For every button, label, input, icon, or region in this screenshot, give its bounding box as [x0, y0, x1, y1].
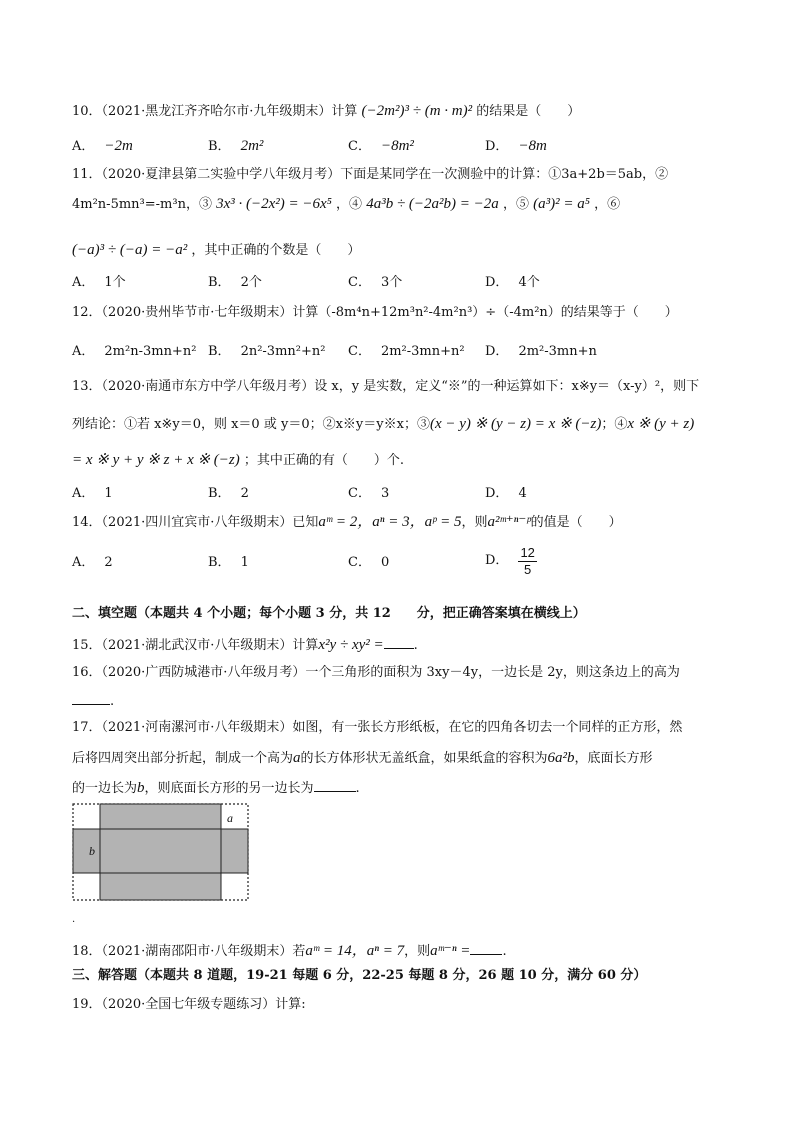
option-c: C． 2m²-3mn+n² — [348, 344, 465, 359]
option-b: B． 2个 — [208, 275, 262, 290]
question-13-line-2: 列结论：①若 x※y＝0，则 x＝0 或 y＝0；②x※y＝y※x；③(x − y) ※ (y − z) = x ※ (−z)；④x ※ (y + z) — [72, 416, 695, 432]
question-18: 18．（2021·湖南邵阳市·八年级期末）若aᵐ = 14，aⁿ = 7，则aᵐ⁻ⁿ = . — [72, 940, 507, 962]
answer-blank[interactable] — [314, 777, 356, 792]
fraction: $\frac{12}{5}$ — [520, 545, 535, 577]
label-a: a — [227, 811, 233, 825]
question-16-line-2: . — [72, 690, 114, 712]
question-11-expr-3: 3x³ · (−2x²) = −6x⁵ — [216, 196, 332, 212]
section-2-heading: 二、填空题（本题共 4 个小题；每个小题 3 分，共 12 分，把正确答案填在横线上） — [72, 606, 586, 621]
question-17-line-1: 17．（2021·河南漯河市·八年级期末）如图，有一张长方形纸板，在它的四角各切去一个同样的正方形，然 — [72, 720, 683, 735]
question-17-line-2: 后将四周突出部分折起，制成一个高为a的长方体形状无盖纸盒，如果纸盒的容积为6a²b，底面长方形 — [72, 750, 653, 766]
option-c: C． 0 — [348, 555, 390, 570]
section-3-heading: 三、解答题（本题共 8 道题，19-21 每题 6 分，22-25 每题 8 分，26 题 10 分，满分 60 分） — [72, 968, 647, 983]
question-14-conditions: aᵐ = 2，aⁿ = 3，aᵖ = 5 — [318, 514, 462, 530]
option-a: A． 1 — [72, 486, 113, 501]
question-13-expr-4: x ※ (y + z) — [627, 416, 695, 432]
answer-blank[interactable] — [72, 690, 110, 705]
question-11-line-3: (−a)³ ÷ (−a) = −a² ，其中正确的个数是（ ） — [72, 242, 361, 258]
answer-blank[interactable] — [470, 940, 502, 955]
option-a: A． 2m²n-3mn+n² — [72, 344, 197, 359]
question-13-line-1: 13．（2020·南通市东方中学八年级月考）设 x，y 是实数，定义“※”的一种运算如下：x※y＝（x-y）²，则下 — [72, 379, 700, 394]
option-b: B． 2m² — [208, 138, 264, 154]
option-d: D． −8m — [485, 138, 547, 154]
option-d: D． 4个 — [485, 275, 540, 290]
question-11-expr-4: 4a³b ÷ (−2a²b) = −2a — [366, 196, 499, 212]
right-flap — [221, 829, 248, 873]
question-19: 19．（2020·全国七年级专题练习）计算: — [72, 997, 306, 1012]
question-12: 12．（2020·贵州毕节市·七年级期末）计算（-8m⁴n+12m³n²-4m²n³）÷（-4m²n）的结果等于（ ） — [72, 305, 678, 320]
option-d: D． $\frac{12}{5}$ — [485, 545, 535, 577]
question-10-expression: (−2m²)³ ÷ (m · m)² — [361, 103, 473, 119]
option-c: C． −8m² — [348, 138, 414, 154]
question-17-line-3: 的一边长为b，则底面长方形的另一边长为 . — [72, 777, 360, 799]
option-c: C． 3个 — [348, 275, 403, 290]
option-b: B． 2 — [208, 486, 249, 501]
question-15-expression: x²y ÷ xy² = — [318, 637, 384, 653]
option-d: D． 4 — [485, 486, 527, 501]
option-a: A． 2 — [72, 555, 113, 570]
question-10-prefix: 10．（2021·黑龙江齐齐哈尔市·九年级期末）计算 — [72, 104, 358, 119]
question-18-conditions: aᵐ = 14，aⁿ = 7 — [305, 943, 405, 959]
bottom-flap — [100, 873, 221, 900]
option-a: A． 1个 — [72, 275, 126, 290]
cardboard-diagram — [72, 803, 252, 903]
question-14: 14．（2021·四川宜宾市·八年级期末）已知aᵐ = 2，aⁿ = 3，aᵖ = 5，则a²ᵐ⁺ⁿ⁻ᵖ的值是（ ） — [72, 514, 622, 530]
figure-trailing-dot: . — [72, 914, 76, 925]
question-11-line-1: 11．（2020·夏津县第二实验中学八年级月考）下面是某同学在一次测验中的计算：①3a+2b＝5ab，② — [72, 167, 669, 182]
question-10-suffix: 的结果是（ ） — [476, 104, 581, 119]
question-15: 15．（2021·湖北武汉市·八年级期末）计算x²y ÷ xy² = . — [72, 634, 418, 656]
question-17-volume: 6a²b — [547, 750, 575, 766]
question-18-expression: aᵐ⁻ⁿ = — [430, 943, 471, 959]
base-rectangle — [100, 829, 221, 873]
option-a: A． −2m — [72, 138, 133, 154]
question-14-expression: a²ᵐ⁺ⁿ⁻ᵖ — [487, 514, 531, 530]
option-c: C． 3 — [348, 486, 390, 501]
question-13-expr-cont: = x ※ y + y ※ z + x ※ (−z) — [72, 452, 240, 468]
option-b: B． 1 — [208, 555, 249, 570]
option-b: B． 2n²-3mn²+n² — [208, 344, 326, 359]
option-d: D． 2m²-3mn+n — [485, 344, 597, 359]
top-flap — [100, 804, 221, 829]
question-13-expr-3: (x − y) ※ (y − z) = x ※ (−z) — [429, 416, 602, 432]
label-b: b — [89, 844, 95, 858]
question-16-line-1: 16．（2020·广西防城港市·八年级月考）一个三角形的面积为 3xy－4y，一边长是 2y，则这条边上的高为 — [72, 665, 680, 680]
question-11-expr-6: (−a)³ ÷ (−a) = −a² — [72, 242, 188, 258]
question-11-expr-5: (a³)² = a⁵ — [533, 196, 590, 212]
question-11-line-2: 4m²n-5mn³=-m³n，③ 3x³ · (−2x²) = −6x⁵ ，④ 4a³b ÷ (−2a²b) = −2a ，⑤ (a³)² = a⁵ ，⑥ — [72, 196, 621, 212]
left-flap — [73, 829, 100, 873]
question-13-line-3: = x ※ y + y ※ z + x ※ (−z) ；其中正确的有（ ）个. — [72, 452, 405, 468]
answer-blank[interactable] — [384, 634, 414, 649]
question-10 — [72, 101, 580, 122]
